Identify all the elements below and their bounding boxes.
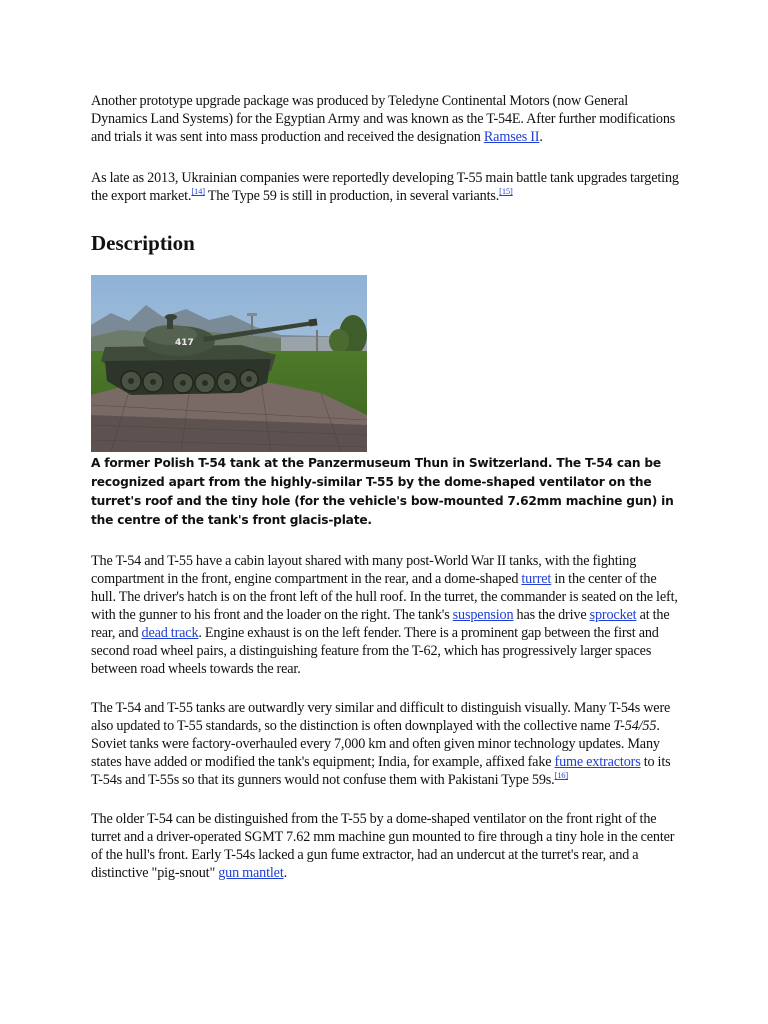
paragraph-text: in the center of the hull. The driver's hatch is on the front left of the hull roof. In the turret, the commander is seated on the left, with the gunner to his front and the loader on the right. The tank's xyxy=(91,571,678,623)
paragraph-visual-distinction xyxy=(91,699,683,789)
link-dead-track[interactable]: dead track xyxy=(141,625,199,641)
link-sprocket[interactable]: sprocket xyxy=(589,607,637,623)
reference-link-15[interactable]: [15] xyxy=(499,186,513,196)
paragraph-text: . Soviet tanks were factory-overhauled every 7,000 km and often given minor technology updates. Many states have added or modified the tank's equipment; India, for example, affixed fake xyxy=(91,718,660,770)
paragraph-text: to its T-54s and T-55s so that its gunners would not confuse them with Pakistani Type 59s. xyxy=(91,754,671,788)
paragraph-ukrainian-upgrades xyxy=(91,169,683,205)
link-suspension[interactable]: suspension xyxy=(452,607,514,623)
paragraph-text: . xyxy=(539,129,543,145)
paragraph-text: As late as 2013, Ukrainian companies were reportedly developing T-55 main battle tank upgrades targeting the export market. xyxy=(91,170,679,204)
paragraph-text: The older T-54 can be distinguished from the T-55 by a dome-shaped ventilator on the front right of the turret and a driver-operated SGMT 7.62 mm machine gun mounted to fire through a tiny hole in the center of the hull's front. Early T-54s lacked a gun fume extractor, had an undercut at the turret's rear, and a distinctive "pig-snout" xyxy=(91,811,675,881)
paragraph-text: The T-54 and T-55 have a cabin layout shared with many post-World War II tanks, with the fighting compartment in the front, engine compartment in the rear, and a dome-shaped xyxy=(91,553,637,587)
article-content xyxy=(91,92,683,882)
paragraph-text: The T-54 and T-55 tanks are outwardly very similar and difficult to distinguish visually. Many T-54s were also updated to T-55 standards, so the distinction is often downplayed with the collective name xyxy=(91,700,671,734)
reference-link-16[interactable]: [16] xyxy=(554,770,569,780)
paragraph-text: has the drive xyxy=(513,607,590,623)
link-gun-mantlet[interactable]: gun mantlet xyxy=(218,865,284,881)
figure-caption: A former Polish T-54 tank at the Panzermuseum Thun in Switzerland. The T-54 can be recognized apart from the highly-similar T-55 by the dome-shaped ventilator on the turret's roof and the tiny hole (for the vehicle's bow-mounted 7.62mm machine gun) in the centre of the tank's front glacis-plate. xyxy=(91,456,674,527)
emphasis-text: T-54/55 xyxy=(613,718,657,734)
paragraph-text: Another prototype upgrade package was produced by Teledyne Continental Motors (now General Dynamics Land Systems) for the Egyptian Army and was known as the T-54E. After further modifications and trials it was sent into mass production and received the designation xyxy=(91,93,676,145)
section-heading-description: Description xyxy=(91,231,195,255)
paragraph-older-t54 xyxy=(91,810,683,882)
tank-photo xyxy=(91,275,367,452)
link-fume-extractors[interactable]: fume extractors xyxy=(554,754,641,770)
link-turret[interactable]: turret xyxy=(521,571,552,587)
link-ramses-ii[interactable]: Ramses II xyxy=(483,129,540,145)
paragraph-cabin-layout xyxy=(91,552,683,678)
paragraph-text: at the rear, and xyxy=(91,607,670,641)
paragraph-text: The Type 59 is still in production, in several variants. xyxy=(204,188,500,204)
turret-number: 417 xyxy=(175,338,194,348)
paragraph-text: . xyxy=(283,865,288,881)
reference-link-14[interactable]: [14] xyxy=(191,186,205,196)
paragraph-prototype-upgrade xyxy=(91,92,683,146)
paragraph-text: . Engine exhaust is on the left fender. There is a prominent gap between the first and second road wheel pairs, a distinguishing feature from the T-62, which has progressively larger spaces between road wheels towards the rear. xyxy=(91,625,659,677)
